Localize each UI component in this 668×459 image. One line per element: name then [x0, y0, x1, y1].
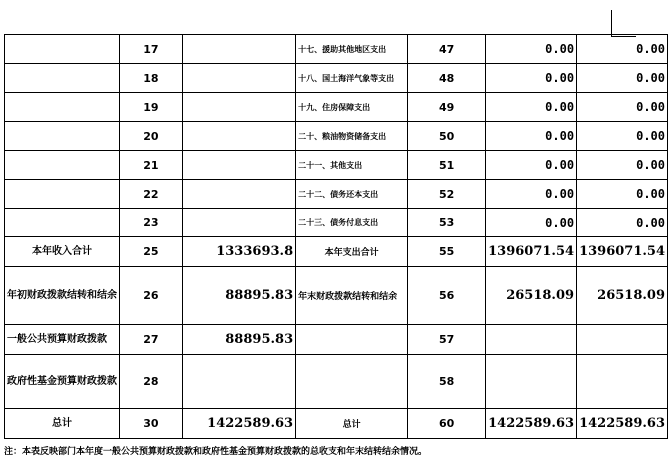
row-number: 20	[120, 122, 183, 151]
grand-total-row	[5, 409, 668, 439]
table-row	[5, 64, 668, 93]
fund-budget-label: 政府性基金预算财政拨款	[5, 355, 120, 409]
table-row	[5, 35, 668, 64]
line-number: 56	[408, 267, 486, 325]
expense-label: 二十一、其他支出	[296, 151, 408, 180]
amount-cell: 0.00	[577, 209, 668, 237]
ending-balance-amount-2: 26518.09	[577, 267, 668, 325]
amount-cell: 0.00	[486, 122, 577, 151]
amount-cell: 0.00	[486, 35, 577, 64]
amount-cell: 0.00	[486, 209, 577, 237]
line-number: 52	[408, 180, 486, 209]
row-number: 23	[120, 209, 183, 237]
line-number: 53	[408, 209, 486, 237]
expense-total-label: 本年支出合计	[296, 237, 408, 267]
amount-cell: 0.00	[486, 93, 577, 122]
table-row	[5, 151, 668, 180]
beginning-balance-amount: 88895.83	[182, 267, 295, 325]
beginning-balance-label: 年初财政拨款结转和结余	[5, 267, 120, 325]
grand-total-exp-label: 总计	[296, 409, 408, 439]
amount-cell: 0.00	[577, 151, 668, 180]
line-number: 55	[408, 237, 486, 267]
grand-total-income: 1422589.63	[182, 409, 295, 439]
ending-balance-label: 年末财政拨款结转和结余	[296, 267, 408, 325]
grand-total-label: 总计	[5, 409, 120, 439]
table-footnote: 注：本表反映部门本年度一般公共预算财政拨款和政府性基金预算财政拨款的总收支和年末结转结余情况。	[4, 447, 428, 457]
line-number: 51	[408, 151, 486, 180]
financial-appropriation-table	[4, 34, 668, 439]
grand-total-expense: 1422589.63	[486, 409, 577, 439]
row-number: 21	[120, 151, 183, 180]
line-number: 49	[408, 93, 486, 122]
line-number: 58	[408, 355, 486, 409]
general-budget-label: 一般公共预算财政拨款	[5, 325, 120, 355]
expense-label: 十八、国土海洋气象等支出	[296, 64, 408, 93]
table-row	[5, 122, 668, 151]
table-row	[5, 180, 668, 209]
expense-label: 十七、援助其他地区支出	[296, 35, 408, 64]
corner-mark	[611, 10, 636, 37]
fund-budget-row	[5, 355, 668, 409]
row-number: 28	[120, 355, 183, 409]
amount-cell: 0.00	[577, 180, 668, 209]
general-budget-amount: 88895.83	[182, 325, 295, 355]
line-number: 60	[408, 409, 486, 439]
table-row	[5, 209, 668, 237]
amount-cell: 0.00	[577, 35, 668, 64]
amount-cell: 0.00	[577, 122, 668, 151]
amount-cell: 0.00	[486, 64, 577, 93]
income-total-amount: 1333693.8	[182, 237, 295, 267]
amount-cell: 0.00	[577, 93, 668, 122]
general-budget-row	[5, 325, 668, 355]
beginning-balance-row	[5, 267, 668, 325]
expense-label: 十九、住房保障支出	[296, 93, 408, 122]
row-number: 30	[120, 409, 183, 439]
line-number: 57	[408, 325, 486, 355]
row-number: 18	[120, 64, 183, 93]
income-total-label: 本年收入合计	[5, 237, 120, 267]
amount-cell: 0.00	[577, 64, 668, 93]
line-number: 50	[408, 122, 486, 151]
row-number: 27	[120, 325, 183, 355]
expense-label: 二十三、债务付息支出	[296, 209, 408, 237]
expense-label: 二十、粮油物资储备支出	[296, 122, 408, 151]
row-number: 26	[120, 267, 183, 325]
row-number: 25	[120, 237, 183, 267]
income-total-row	[5, 237, 668, 267]
grand-total-expense-2: 1422589.63	[577, 409, 668, 439]
line-number: 47	[408, 35, 486, 64]
row-number: 22	[120, 180, 183, 209]
row-number: 17	[120, 35, 183, 64]
table-row	[5, 93, 668, 122]
expense-total-amount-2: 1396071.54	[577, 237, 668, 267]
amount-cell: 0.00	[486, 180, 577, 209]
expense-label: 二十二、债务还本支出	[296, 180, 408, 209]
ending-balance-amount: 26518.09	[486, 267, 577, 325]
row-number: 19	[120, 93, 183, 122]
expense-total-amount: 1396071.54	[486, 237, 577, 267]
amount-cell: 0.00	[486, 151, 577, 180]
line-number: 48	[408, 64, 486, 93]
